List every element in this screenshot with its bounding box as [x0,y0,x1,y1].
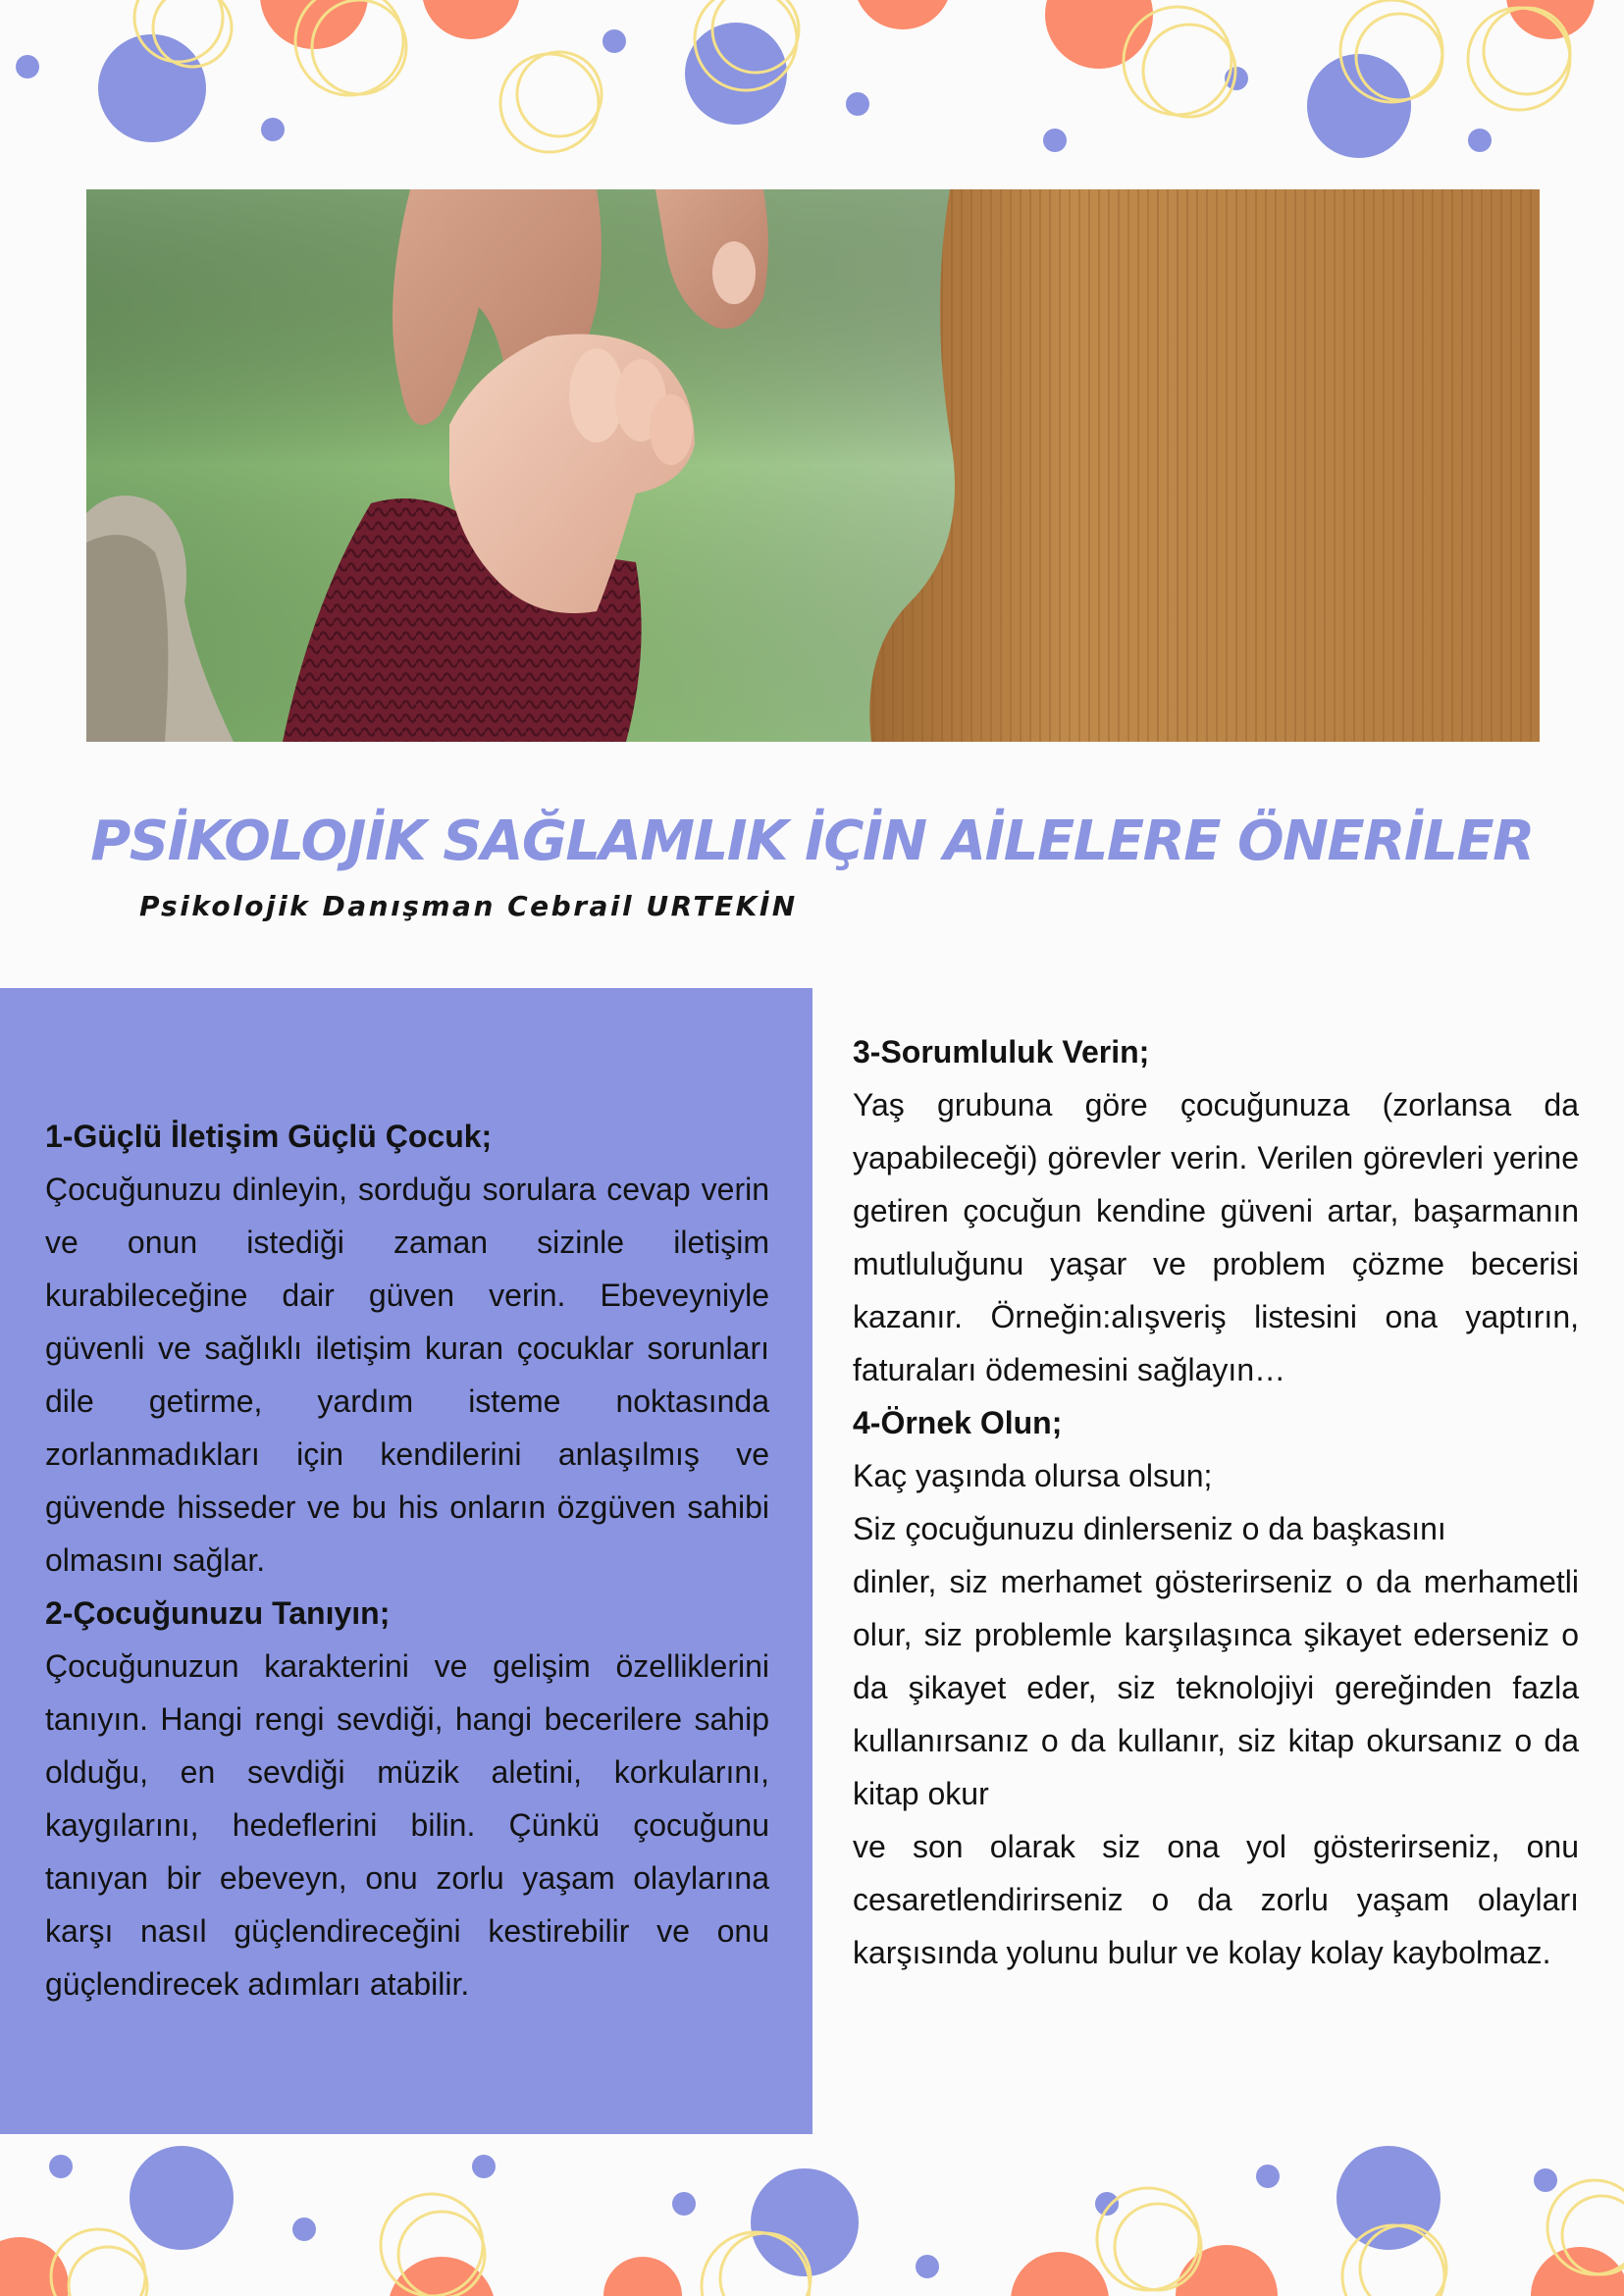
section-1-heading: 1-Güçlü İletişim Güçlü Çocuk; [45,1119,493,1154]
hero-photo [86,189,1540,742]
section-3-body: Yaş grubuna göre çocuğunuza (zorlansa da yapabileceği) görevler verin. Verilen görevleri yerine getiren çocuğun kendine güveni artar, başarmanın mutluluğunu yaşar ve problem çözme becerisi kazanır. Örneğin:alışveriş listesini ona yaptırın, faturaları ödemesini sağlayın… [853,1087,1579,1387]
section-3-heading: 3-Sorumluluk Verin; [853,1034,1150,1070]
section-4-body: dinler, siz merhamet gösterirseniz o da merhametli olur, siz problemle karşılaşınca şikayet ederseniz o da şikayet eder, siz teknolojiyi gereğinden fazla kullanırsanız o da kullanır, siz kitap okursanız o da kitap okur [853,1564,1579,1811]
left-column [45,1110,769,2010]
section-4-line: Siz çocuğunuzu dinlerseniz o da başkasını [853,1511,1446,1546]
decorative-circles [16,0,1595,158]
section-4-closing: ve son olarak siz ona yol gösterirseniz, onu cesaretlendirirseniz o da zorlu yaşam olayları karşısında yolunu bulur ve kolay kolay kaybolmaz. [853,1829,1579,1970]
section-4-heading: 4-Örnek Olun; [853,1405,1063,1440]
section-4-intro: Kaç yaşında olursa olsun; [853,1458,1213,1493]
section-2-heading: 2-Çocuğunuzu Tanıyın; [45,1595,391,1631]
section-1-body: Çocuğunuzu dinleyin, sorduğu sorulara cevap verin ve onun istediği zaman sizinle iletişim kurabileceğine dair güven verin. Ebeveyniyle güvenli ve sağlıklı iletişim kuran çocuklar sorunları dile getirme, yardım isteme noktasında zorlanmadıkları için kendilerini anlaşılmış ve güvende hisseder ve bu his onların özgüven sahibi olmasını sağlar. [45,1172,769,1578]
section-2-body: Çocuğunuzun karakterini ve gelişim özelliklerini tanıyın. Hangi rengi sevdiği, hangi becerilere sahip olduğu, en sevdiği müzik aletini, korkularını, kaygılarını, hedeflerini bilin. Çünkü çocuğunu tanıyan bir ebeveyn, onu zorlu yaşam olaylarına karşı nasıl güçlendireceğini kestirebilir ve onu güçlendirecek adımları atabilir. [45,1648,769,2002]
decorative-circles [0,2146,1624,2296]
parent-child-hands-photo-icon [86,189,1540,742]
author-subtitle: Psikolojik Danışman Cebrail URTEKİN [139,890,798,922]
bottom-decoration [0,2129,1624,2296]
top-decoration [0,0,1624,167]
page-title: PSİKOLOJİK SAĞLAMLIK İÇİN AİLELERE ÖNERİLER [90,809,1534,873]
right-column [853,1025,1579,1979]
